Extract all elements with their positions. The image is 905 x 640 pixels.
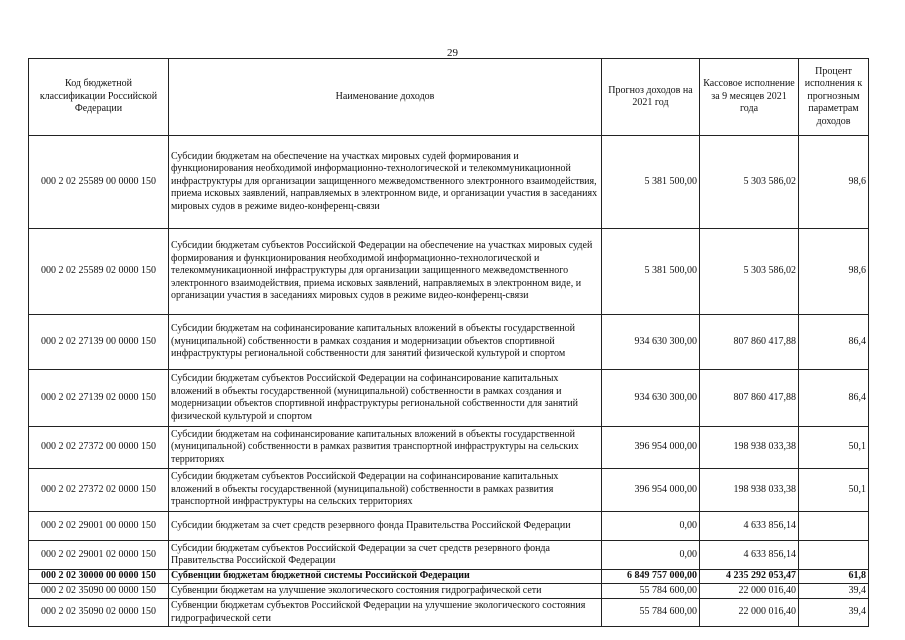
table-row bbox=[29, 469, 869, 512]
cell-execution: 807 860 417,88 bbox=[700, 315, 799, 370]
cell-percent: 98,6 bbox=[799, 229, 869, 315]
cell-name: Субвенции бюджетам бюджетной системы Российской Федерации bbox=[169, 570, 602, 584]
cell-execution: 4 633 856,14 bbox=[700, 541, 799, 570]
cell-percent bbox=[799, 541, 869, 570]
table-row bbox=[29, 427, 869, 469]
cell-percent: 86,4 bbox=[799, 370, 869, 427]
table-row bbox=[29, 512, 869, 541]
header-code: Код бюджетной классификации Российской Федерации bbox=[29, 59, 169, 136]
cell-execution: 198 938 033,38 bbox=[700, 469, 799, 512]
cell-forecast: 396 954 000,00 bbox=[602, 427, 700, 469]
cell-percent: 98,6 bbox=[799, 136, 869, 229]
table-row bbox=[29, 229, 869, 315]
cell-name: Субсидии бюджетам субъектов Российской Федерации на софинансирование капитальных вложений в объекты государственной (муниципальной) собственности в рамках создания и модернизации объектов спортивной инфраструктуры региональной собственности для занятий физической культурой и спортом bbox=[169, 370, 602, 427]
cell-code: 000 2 02 29001 02 0000 150 bbox=[29, 541, 169, 570]
header-name: Наименование доходов bbox=[169, 59, 602, 136]
cell-code: 000 2 02 27372 00 0000 150 bbox=[29, 427, 169, 469]
table-row bbox=[29, 136, 869, 229]
header-forecast: Прогноз доходов на 2021 год bbox=[602, 59, 700, 136]
cell-name: Субсидии бюджетам субъектов Российской Федерации на софинансирование капитальных вложений в объекты государственной (муниципальной) собственности в рамках развития транспортной инфраструктуры на сельских территориях bbox=[169, 469, 602, 512]
cell-code: 000 2 02 27139 02 0000 150 bbox=[29, 370, 169, 427]
cell-name: Субсидии бюджетам на обеспечение на участках мировых судей формирования и функционирования необходимой информационно-технологической и телекоммуникационной инфраструктуры для организации защищенного межведомственного электронного взаимодействия, приема исковых заявлений, направляемых в электронном виде, и организации участия в заседаниях мировых судов в режиме видео-конференц-связи bbox=[169, 136, 602, 229]
cell-forecast: 6 849 757 000,00 bbox=[602, 570, 700, 584]
cell-execution: 198 938 033,38 bbox=[700, 427, 799, 469]
cell-forecast: 55 784 600,00 bbox=[602, 599, 700, 627]
table-row bbox=[29, 315, 869, 370]
cell-name: Субвенции бюджетам на улучшение экологического состояния гидрографической сети bbox=[169, 584, 602, 599]
cell-forecast: 934 630 300,00 bbox=[602, 370, 700, 427]
cell-execution: 4 633 856,14 bbox=[700, 512, 799, 541]
cell-code: 000 2 02 35090 00 0000 150 bbox=[29, 584, 169, 599]
cell-forecast: 0,00 bbox=[602, 512, 700, 541]
cell-percent bbox=[799, 512, 869, 541]
cell-percent: 39,4 bbox=[799, 599, 869, 627]
table-header-row bbox=[29, 59, 869, 136]
cell-name: Субсидии бюджетам на софинансирование капитальных вложений в объекты государственной (муниципальной) собственности в рамках создания и модернизации объектов спортивной инфраструктуры региональной собственности для занятий физической культурой и спортом bbox=[169, 315, 602, 370]
cell-forecast: 5 381 500,00 bbox=[602, 229, 700, 315]
cell-code: 000 2 02 30000 00 0000 150 bbox=[29, 570, 169, 584]
header-percent: Процент исполнения к прогнозным параметрам доходов bbox=[799, 59, 869, 136]
cell-execution: 807 860 417,88 bbox=[700, 370, 799, 427]
cell-code: 000 2 02 27372 02 0000 150 bbox=[29, 469, 169, 512]
header-execution: Кассовое исполнение за 9 месяцев 2021 года bbox=[700, 59, 799, 136]
cell-forecast: 55 784 600,00 bbox=[602, 584, 700, 599]
cell-code: 000 2 02 29001 00 0000 150 bbox=[29, 512, 169, 541]
cell-forecast: 934 630 300,00 bbox=[602, 315, 700, 370]
cell-code: 000 2 02 35090 02 0000 150 bbox=[29, 599, 169, 627]
cell-percent: 50,1 bbox=[799, 469, 869, 512]
cell-execution: 4 235 292 053,47 bbox=[700, 570, 799, 584]
cell-percent: 86,4 bbox=[799, 315, 869, 370]
cell-percent: 61,8 bbox=[799, 570, 869, 584]
cell-execution: 5 303 586,02 bbox=[700, 229, 799, 315]
cell-forecast: 0,00 bbox=[602, 541, 700, 570]
cell-execution: 22 000 016,40 bbox=[700, 584, 799, 599]
cell-code: 000 2 02 25589 02 0000 150 bbox=[29, 229, 169, 315]
cell-percent: 39,4 bbox=[799, 584, 869, 599]
table-body bbox=[29, 136, 869, 627]
table-row bbox=[29, 370, 869, 427]
cell-name: Субвенции бюджетам субъектов Российской Федерации на улучшение экологического состояния гидрографической сети bbox=[169, 599, 602, 627]
cell-name: Субсидии бюджетам за счет средств резервного фонда Правительства Российской Федерации bbox=[169, 512, 602, 541]
cell-name: Субсидии бюджетам субъектов Российской Федерации за счет средств резервного фонда Правительства Российской Федерации bbox=[169, 541, 602, 570]
table-row bbox=[29, 570, 869, 584]
table-row bbox=[29, 599, 869, 627]
cell-name: Субсидии бюджетам на софинансирование капитальных вложений в объекты государственной (муниципальной) собственности в рамках развития транспортной инфраструктуры на сельских территориях bbox=[169, 427, 602, 469]
cell-forecast: 396 954 000,00 bbox=[602, 469, 700, 512]
cell-percent: 50,1 bbox=[799, 427, 869, 469]
cell-forecast: 5 381 500,00 bbox=[602, 136, 700, 229]
cell-code: 000 2 02 25589 00 0000 150 bbox=[29, 136, 169, 229]
revenue-table bbox=[28, 58, 869, 627]
table-row bbox=[29, 584, 869, 599]
cell-name: Субсидии бюджетам субъектов Российской Федерации на обеспечение на участках мировых судей формирования и функционирования необходимой информационно-технологической и телекоммуникационной инфраструктуры для организации защищенного межведомственного электронного взаимодействия, приема исковых заявлений, направляемых в электронном виде, и организации участия в заседаниях мировых судов в режиме видео-конференц-связи bbox=[169, 229, 602, 315]
table-row bbox=[29, 541, 869, 570]
cell-execution: 22 000 016,40 bbox=[700, 599, 799, 627]
page-number: 29 bbox=[447, 47, 458, 59]
cell-code: 000 2 02 27139 00 0000 150 bbox=[29, 315, 169, 370]
cell-execution: 5 303 586,02 bbox=[700, 136, 799, 229]
